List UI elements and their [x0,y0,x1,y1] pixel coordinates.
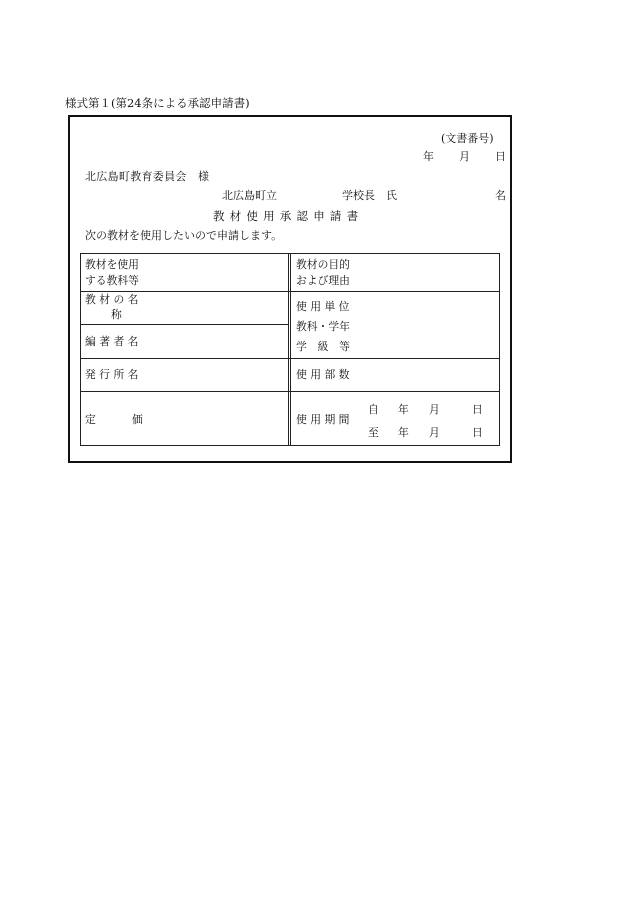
document-number-label: (文書番号) [441,132,494,145]
period-to-year: 年 [398,426,409,439]
period-from-month: 月 [429,403,440,416]
material-name-label-line2: 称 [111,308,122,321]
document-title: 教材使用承認申請書 [213,209,364,223]
period-from-year: 年 [398,403,409,416]
period-from-label: 自 [368,403,379,416]
period-from-day: 日 [472,403,483,416]
applicant-name-suffix: 名 [495,189,506,202]
applicant-principal-label: 学校長 氏 [342,189,397,202]
date-year-label: 年 [423,150,434,163]
price-label-char2: 価 [132,413,143,426]
editor-label: 編 著 者 名 [85,335,139,348]
price-label-char1: 定 [85,413,96,426]
table-row-divider [80,358,500,359]
period-to-day: 日 [472,426,483,439]
period-to-label: 至 [368,426,379,439]
table-row-divider [80,291,500,292]
purpose-label-line1: 教材の目的 [296,258,350,271]
usage-period-label: 使 用 期 間 [296,413,350,426]
addressee: 北広島町教育委員会 様 [85,170,210,183]
intro-text: 次の教材を使用したいので申請します。 [85,229,283,242]
table-row-divider [80,324,289,325]
usage-unit-label-line1: 使 用 単 位 [296,300,350,313]
date-month-label: 月 [459,150,470,163]
form-label: 様式第１(第24条による承認申請書) [65,96,250,110]
purpose-label-line2: および理由 [296,274,350,287]
subject-label-line1: 教材を使用 [85,258,139,271]
material-name-label-line1: 教 材 の 名 [85,293,139,306]
applicant-school-label: 北広島町立 [222,189,277,202]
copies-label: 使 用 部 数 [296,368,350,381]
date-day-label: 日 [495,150,506,163]
table-center-divider [288,253,291,446]
usage-unit-label-line2: 教科・学年 [296,320,350,333]
usage-unit-label-line3: 学 級 等 [296,340,350,353]
table-row-divider [80,391,500,392]
subject-label-line2: する教科等 [85,274,139,287]
publisher-label: 発 行 所 名 [85,368,139,381]
period-to-month: 月 [429,426,440,439]
